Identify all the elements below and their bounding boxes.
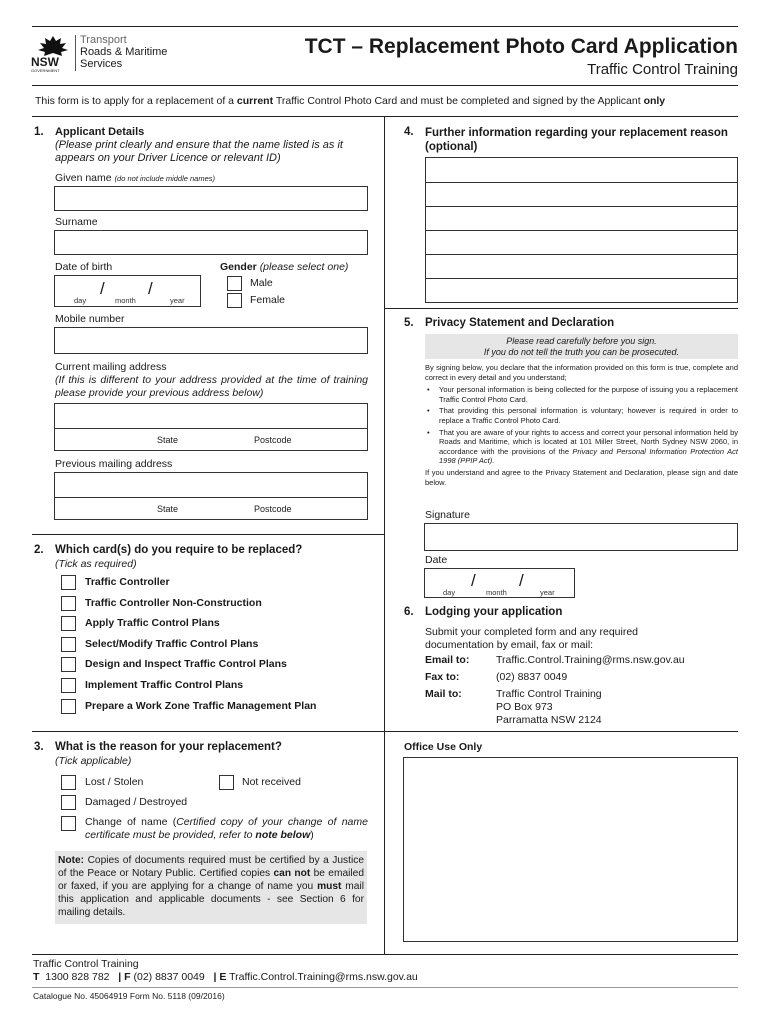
signature-input[interactable] bbox=[424, 523, 738, 551]
gender-male-label: Male bbox=[250, 277, 273, 289]
surname-label: Surname bbox=[55, 216, 98, 228]
header-rule bbox=[32, 85, 738, 86]
section-4-title: Further information regarding your replacement reason (optional) bbox=[425, 127, 728, 153]
date-month-label: month bbox=[486, 588, 507, 597]
signature-label: Signature bbox=[425, 509, 470, 521]
certification-note: Note: Copies of documents required must be certified by a Justice of the Peace or Notary Public. Certified copies can not be emailed or faxed, if you are applying for a change of name you must mail this application and applicable documents - see Section 6 for mailing details. bbox=[55, 851, 367, 924]
logo-line-transport: Transport bbox=[80, 34, 127, 46]
previous-postcode-label: Postcode bbox=[254, 504, 292, 514]
section-3-note: (Tick applicable) bbox=[55, 755, 132, 767]
card-non-construction-checkbox[interactable] bbox=[61, 596, 76, 611]
top-rule bbox=[32, 26, 738, 27]
logo-gov: GOVERNMENT bbox=[31, 68, 60, 73]
logo-divider bbox=[75, 35, 76, 71]
dob-slash-1: / bbox=[100, 279, 105, 298]
mobile-label: Mobile number bbox=[55, 313, 125, 325]
section-5-title: Privacy Statement and Declaration bbox=[425, 317, 615, 329]
section-3-title: What is the reason for your replacement? bbox=[55, 741, 282, 753]
intro-rule bbox=[32, 116, 738, 117]
privacy-outro: If you understand and agree to the Privacy Statement and Declaration, please sign and date below. bbox=[425, 467, 738, 487]
further-info-line-5 bbox=[425, 278, 738, 279]
card-work-zone-tmp-checkbox[interactable] bbox=[61, 699, 76, 714]
section-2-rule bbox=[32, 731, 738, 732]
current-address-input[interactable] bbox=[54, 403, 368, 451]
section-1-number: 1. bbox=[34, 126, 44, 138]
privacy-body bbox=[425, 363, 738, 487]
section-1-instruction: (Please print clearly and ensure that the name listed is as it appears on your Driver Licence or relevant ID) bbox=[55, 139, 343, 164]
gender-female-label: Female bbox=[250, 294, 286, 306]
section-5-number: 5. bbox=[404, 317, 414, 329]
surname-input[interactable] bbox=[54, 230, 368, 255]
mail-line-1: Traffic Control Training bbox=[496, 688, 602, 700]
logo-state: NSW bbox=[31, 55, 59, 69]
page-title: TCT – Replacement Photo Card Application bbox=[304, 35, 738, 58]
gender-male-checkbox[interactable] bbox=[227, 276, 242, 291]
dob-day-label: day bbox=[74, 296, 87, 305]
current-address-divider bbox=[54, 428, 368, 429]
office-use-box bbox=[403, 757, 738, 942]
mobile-input[interactable] bbox=[54, 327, 368, 354]
intro-text: This form is to apply for a replacement of a current Traffic Control Photo Card and must be completed and signed by the Applicant only bbox=[35, 95, 666, 107]
dob-slash-2: / bbox=[148, 279, 153, 298]
previous-address-divider bbox=[54, 497, 368, 498]
mail-address bbox=[496, 688, 602, 727]
privacy-point-1: • Your personal information is being collected for the purpose of issuing you a replacement Traffic Control Photo Card. bbox=[425, 385, 738, 404]
previous-address-input[interactable] bbox=[54, 472, 368, 520]
mail-label: Mail to: bbox=[425, 688, 462, 700]
reason-damaged-checkbox[interactable] bbox=[61, 795, 76, 810]
privacy-point-2: • That providing this personal information is voluntary; however is required in order to replace a Traffic Control Photo Card. bbox=[425, 406, 738, 425]
privacy-list bbox=[425, 385, 738, 466]
reason-lost-checkbox[interactable] bbox=[61, 775, 76, 790]
footer-org: Traffic Control Training bbox=[33, 958, 139, 970]
footer-bottom-rule bbox=[32, 987, 738, 988]
mail-line-2: PO Box 973 bbox=[496, 701, 553, 713]
card-non-construction-label: Traffic Controller Non-Construction bbox=[85, 597, 262, 609]
dob-year-label: year bbox=[170, 296, 185, 305]
section-2-number: 2. bbox=[34, 544, 44, 556]
section-4-number: 4. bbox=[404, 126, 414, 138]
page-subtitle: Traffic Control Training bbox=[587, 61, 738, 78]
footer-rule bbox=[32, 954, 738, 955]
section-1-rule bbox=[32, 534, 384, 535]
gender-label: Gender (please select one) bbox=[220, 261, 349, 273]
email-value[interactable]: Traffic.Control.Training@rms.nsw.gov.au bbox=[496, 654, 685, 666]
lodging-intro: Submit your completed form and any required documentation by email, fax or mail: bbox=[425, 626, 639, 651]
mail-line-3: Parramatta NSW 2124 bbox=[496, 714, 602, 726]
card-apply-tcp-label: Apply Traffic Control Plans bbox=[85, 617, 220, 629]
further-info-line-3 bbox=[425, 230, 738, 231]
previous-address-label: Previous mailing address bbox=[55, 458, 173, 470]
section-4-rule bbox=[384, 308, 738, 309]
date-slash-a: / bbox=[471, 571, 476, 590]
card-select-modify-tcp-label: Select/Modify Traffic Control Plans bbox=[85, 638, 259, 650]
previous-state-label: State bbox=[157, 504, 179, 514]
card-design-inspect-tcp-checkbox[interactable] bbox=[61, 657, 76, 672]
card-implement-tcp-checkbox[interactable] bbox=[61, 678, 76, 693]
reason-lost-label: Lost / Stolen bbox=[85, 776, 144, 788]
nsw-logo bbox=[31, 35, 75, 71]
logo-text bbox=[80, 34, 167, 70]
fax-value: (02) 8837 0049 bbox=[496, 671, 568, 683]
section-6-title: Lodging your application bbox=[425, 606, 563, 618]
card-design-inspect-tcp-label: Design and Inspect Traffic Control Plans bbox=[85, 658, 287, 670]
further-info-line-1 bbox=[425, 182, 738, 183]
catalogue-number: Catalogue No. 45064919 Form No. 5118 (09/2016) bbox=[33, 991, 225, 1001]
section-2-note: (Tick as required) bbox=[55, 558, 137, 570]
given-name-label: Given name (do not include middle names) bbox=[55, 172, 216, 184]
current-address-label: Current mailing address bbox=[55, 361, 167, 373]
section-3-number: 3. bbox=[34, 741, 44, 753]
office-use-title: Office Use Only bbox=[404, 741, 483, 753]
card-traffic-controller-label: Traffic Controller bbox=[85, 576, 170, 588]
section-6-number: 6. bbox=[404, 606, 414, 618]
dob-label: Date of birth bbox=[55, 261, 113, 273]
section-1-title: Applicant Details bbox=[55, 126, 145, 138]
further-info-line-2 bbox=[425, 206, 738, 207]
given-name-input[interactable] bbox=[54, 186, 368, 211]
dob-month-label: month bbox=[115, 296, 136, 305]
privacy-banner: Please read carefully before you sign. If you do not tell the truth you can be prosecuted. bbox=[425, 334, 738, 359]
card-work-zone-tmp-label: Prepare a Work Zone Traffic Management Plan bbox=[85, 700, 317, 712]
current-address-note: (If this is different to your address provided at the time of training please provide your previous address below) bbox=[55, 374, 368, 399]
card-select-modify-tcp-checkbox[interactable] bbox=[61, 637, 76, 652]
email-label: Email to: bbox=[425, 654, 470, 666]
reason-not-received-label: Not received bbox=[242, 776, 301, 788]
fax-label: Fax to: bbox=[425, 671, 460, 683]
gender-female-checkbox[interactable] bbox=[227, 293, 242, 308]
reason-change-name-label: Change of name (Certified copy of your change of name certificate must be provided, refer to note below) bbox=[85, 816, 368, 841]
reason-damaged-label: Damaged / Destroyed bbox=[85, 796, 188, 808]
logo-line-rms: Roads & Maritime bbox=[80, 46, 168, 58]
section-2-title: Which card(s) do you require to be replaced? bbox=[55, 544, 303, 556]
date-year-label: year bbox=[540, 588, 555, 597]
waratah-icon bbox=[31, 35, 75, 57]
reason-change-name-checkbox[interactable] bbox=[61, 816, 76, 831]
card-implement-tcp-label: Implement Traffic Control Plans bbox=[85, 679, 244, 691]
date-day-label: day bbox=[443, 588, 456, 597]
card-traffic-controller-checkbox[interactable] bbox=[61, 575, 76, 590]
date-slash-b: / bbox=[519, 571, 524, 590]
further-info-line-4 bbox=[425, 254, 738, 255]
privacy-intro: By signing below, you declare that the information provided on this form is true, complete and correct in every detail and you understand; bbox=[425, 363, 738, 382]
footer-contacts: T 1300 828 782 | F (02) 8837 0049 | E Traffic.Control.Training@rms.nsw.gov.au bbox=[33, 971, 418, 983]
current-postcode-label: Postcode bbox=[254, 435, 292, 445]
logo-line-services: Services bbox=[80, 58, 123, 70]
card-apply-tcp-checkbox[interactable] bbox=[61, 616, 76, 631]
privacy-point-3: • That you are aware of your rights to access and correct your personal information held by Roads and Maritime, which is located at 101 Miller Street, North Sydney NSW 2060, in accordance with the provisions of the Privacy and Personal Information Protection Act 1998 (PPIP Act). bbox=[425, 428, 738, 466]
current-state-label: State bbox=[157, 435, 179, 445]
date-label: Date bbox=[425, 554, 448, 566]
column-divider bbox=[384, 116, 385, 954]
reason-not-received-checkbox[interactable] bbox=[219, 775, 234, 790]
